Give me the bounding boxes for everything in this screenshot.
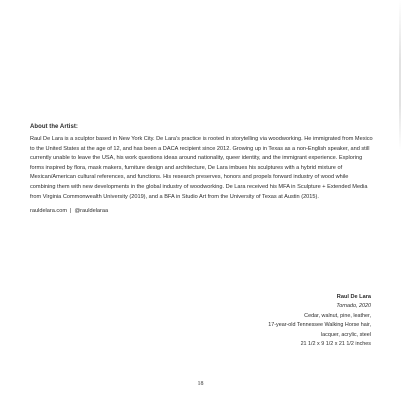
artist-bio-paragraph: Raul De Lara is a sculptor based in New York City. De Lara's practice is rooted in storytelling via woodworking. He immigrated from Mexico to the United States at the age of 12, and has been a DACA recipient since 2012. Growing up in Texas as a non-English speaker, and still currently unable to leave the USA, his work questions ideas around nationality, queer identity, and the immigrant experience. Exploring forms inspired by flora, mask makers, furniture design and architecture, De Lara imbues his sculptures with a hybrid mixture of Mexican/American cultural references, and functions. His research preserves, honors and propels forward industry of wood while combining them with new developments in the global industry of woodworking. De Lara received his MFA in Sculpture + Extended Media from Virginia Commonwealth University (2019), and a BFA in Studio Art from the University of Texas at Austin (2015). [30, 136, 373, 200]
caption-artwork-title: Tornado, 2020 [336, 303, 371, 310]
caption-materials-line-2: 17-year-old Tennessee Walking Horse hair, [268, 322, 371, 329]
page-number: 18 [197, 381, 204, 387]
website-link[interactable]: rauldelara.com [30, 208, 67, 214]
artist-links [30, 208, 108, 214]
caption-dimensions: 21 1/2 x 9 1/2 x 21 1/2 inches [300, 341, 371, 348]
caption-materials-line-1: Cedar, walnut, pine, leather, [304, 312, 371, 319]
about-artist-heading: About the Artist: [30, 124, 78, 130]
link-separator: | [70, 208, 72, 214]
caption-artist-name: Raul De Lara [336, 294, 371, 300]
instagram-handle[interactable]: @rauldelaraa [74, 208, 109, 214]
caption-materials-line-3: lacquer, acrylic, steel [320, 331, 371, 338]
artwork-caption [171, 293, 371, 349]
